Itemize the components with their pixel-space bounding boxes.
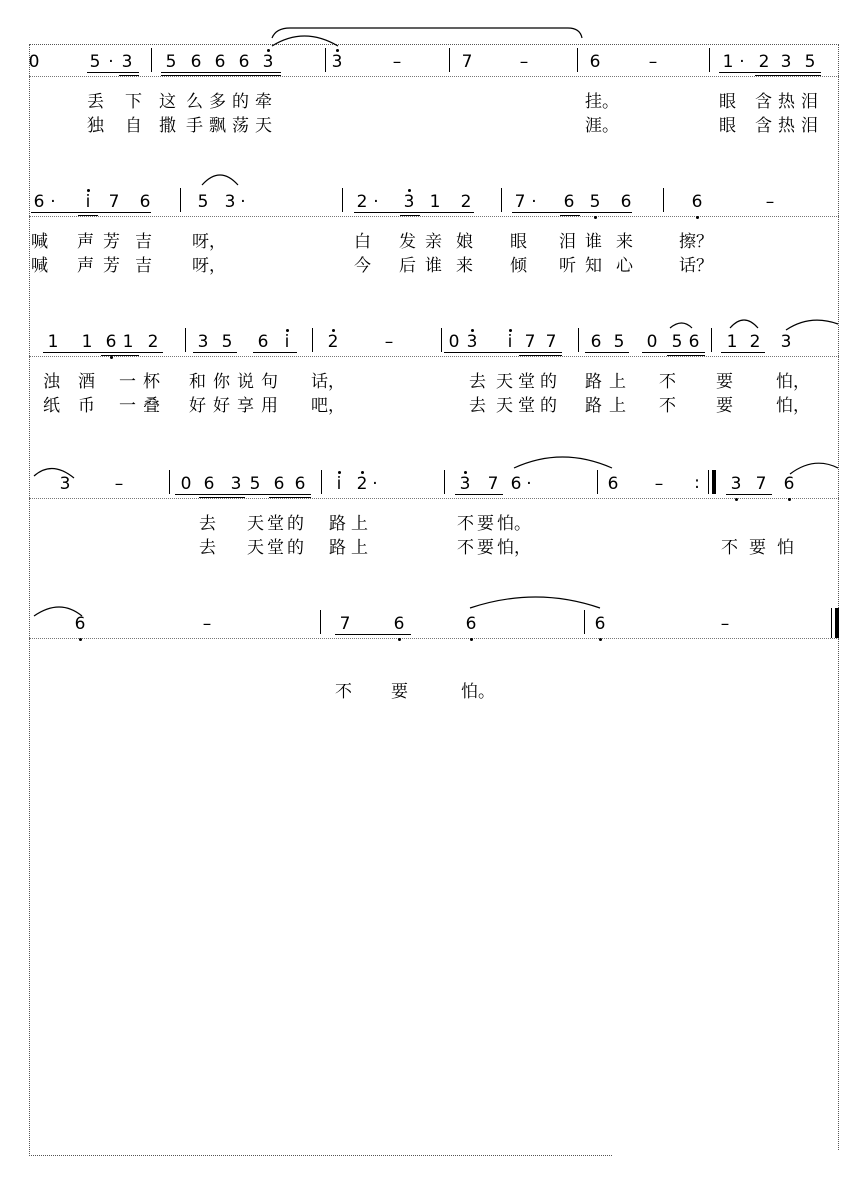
system-divider (29, 76, 839, 77)
barline (663, 188, 664, 212)
lyric: 下 (125, 92, 142, 112)
lyric: 怕。 (497, 514, 531, 534)
dash: – (202, 614, 212, 634)
lyric: 芳 (103, 256, 120, 276)
lyric: 纸 (43, 396, 60, 416)
octave-dot (79, 638, 82, 641)
dash: – (384, 332, 394, 352)
lyric: 一 (119, 396, 136, 416)
lyric: 怕。 (461, 682, 495, 702)
lyric: 杯 (143, 372, 160, 392)
lyric: 天 (496, 396, 513, 416)
note-dot: · (373, 192, 379, 212)
lyric: 喊 (31, 232, 48, 252)
beam (354, 212, 474, 213)
beam (400, 215, 420, 216)
beam (455, 494, 503, 495)
lyric: 热 (778, 92, 795, 112)
lyric: 叠 (143, 396, 160, 416)
beam (101, 355, 139, 356)
tie-arc (786, 320, 838, 330)
note: 1 (81, 332, 93, 352)
tie-arc (790, 463, 838, 474)
note-dot: · (108, 52, 114, 72)
lyric: 酒 (78, 372, 95, 392)
lyric: 要 (391, 682, 408, 702)
barline (441, 328, 442, 352)
beam (512, 212, 632, 213)
beam (78, 215, 98, 216)
repeat-barline (712, 470, 716, 494)
lyric: 不 (659, 396, 676, 416)
note: 3 (262, 52, 274, 72)
lyric: 不 (457, 538, 474, 558)
note: 6 (620, 192, 632, 212)
system-divider (29, 638, 839, 639)
lyric: 涯。 (585, 116, 619, 136)
octave-dot (267, 49, 270, 52)
beam (335, 634, 411, 635)
lyric: 吧， (311, 396, 345, 416)
lyric: 知 (585, 256, 602, 276)
lyric: 上 (609, 372, 626, 392)
lyric: 喊 (31, 256, 48, 276)
tie-arc (202, 175, 238, 185)
octave-dot (408, 189, 411, 192)
note: 5 (589, 192, 601, 212)
note: 6 (563, 192, 575, 212)
lyric: 多 (209, 92, 226, 112)
barline (180, 188, 181, 212)
barline (584, 610, 585, 634)
note: 7 (339, 614, 351, 634)
dash: – (654, 474, 664, 494)
note: 5 (197, 192, 209, 212)
note-dot: · (526, 474, 532, 494)
octave-dot (332, 329, 335, 332)
lyric: 眼 (719, 116, 736, 136)
lyric: 好 (213, 396, 230, 416)
beam (31, 212, 151, 213)
octave-dot (110, 356, 113, 359)
slur-arc (272, 28, 582, 38)
beam (87, 72, 139, 73)
lyric: 含 (755, 116, 772, 136)
note: 3 (780, 332, 792, 352)
note: 5 (249, 474, 261, 494)
lyric: 娘 (456, 232, 473, 252)
lyric: 撒 (159, 116, 176, 136)
dash: – (720, 614, 730, 634)
note: 5 (221, 332, 233, 352)
note: 3 (331, 52, 343, 72)
lyric: 说 (237, 372, 254, 392)
lyric: 不 (457, 514, 474, 534)
note: 3 (780, 52, 792, 72)
beam (721, 352, 765, 353)
note: 1 (47, 332, 59, 352)
beam (161, 75, 281, 76)
lyric: 的 (287, 538, 304, 558)
lyric: 芳 (103, 232, 120, 252)
lyric: 吉 (135, 232, 152, 252)
lyric: 这 (159, 92, 176, 112)
lyric: 的 (287, 514, 304, 534)
lyric: 堂 (518, 396, 535, 416)
note: 3 (459, 474, 471, 494)
lyric: 泪 (801, 92, 818, 112)
note: 2 (758, 52, 770, 72)
lyric: 去 (199, 538, 216, 558)
note: 3 (59, 474, 71, 494)
lyric: 怕， (497, 538, 531, 558)
octave-dot (509, 329, 512, 332)
lyric: 浊 (43, 372, 60, 392)
octave-dot (464, 471, 467, 474)
lyric: 手 (186, 116, 203, 136)
octave-dot (594, 216, 597, 219)
lyric: 声 (77, 256, 94, 276)
note: 5 (165, 52, 177, 72)
octave-dot (696, 216, 699, 219)
beam (161, 72, 281, 73)
note: 3 (230, 474, 242, 494)
lyric: 去 (469, 372, 486, 392)
dash: – (519, 52, 529, 72)
frame-border-top (29, 44, 839, 45)
lyric: 好 (189, 396, 206, 416)
lyric: 要 (477, 514, 494, 534)
lyric: 丢 (87, 92, 104, 112)
barline (342, 188, 343, 212)
lyric: 吉 (135, 256, 152, 276)
barline (185, 328, 186, 352)
lyric: 谁 (425, 256, 442, 276)
lyric: 眼 (510, 232, 527, 252)
note: 2 (460, 192, 472, 212)
beam (43, 352, 163, 353)
note: 6 (139, 192, 151, 212)
dash: – (392, 52, 402, 72)
final-barline (831, 608, 832, 638)
lyric: 热 (778, 116, 795, 136)
system-divider (29, 356, 839, 357)
lyric: 眼 (719, 92, 736, 112)
tie-arc (730, 320, 758, 328)
beam (667, 355, 705, 356)
beam (175, 494, 311, 495)
barline (444, 470, 445, 494)
dash: – (648, 52, 658, 72)
lyric: 不 (335, 682, 352, 702)
lyric: 擦？ (679, 232, 713, 252)
lyric: 要 (477, 538, 494, 558)
note: 2 (356, 192, 368, 212)
note: 6 (257, 332, 269, 352)
lyric: 堂 (267, 514, 284, 534)
note: 6 (33, 192, 45, 212)
lyric: 堂 (518, 372, 535, 392)
lyric: 听 (559, 256, 576, 276)
lyric: 的 (232, 92, 249, 112)
lyric: 要 (716, 372, 733, 392)
barline (708, 470, 709, 494)
note: i (284, 332, 290, 352)
lyric: 不 (721, 538, 738, 558)
octave-dot (87, 189, 90, 192)
system-divider (29, 216, 839, 217)
lyric: 天 (496, 372, 513, 392)
dash: – (765, 192, 775, 212)
lyric: 币 (78, 396, 95, 416)
dash: – (114, 474, 124, 494)
note-dot: · (372, 474, 378, 494)
lyric: 怕， (776, 396, 810, 416)
note: 5 (613, 332, 625, 352)
note: 6 (203, 474, 215, 494)
lyric: 牵 (255, 92, 272, 112)
barline (312, 328, 313, 352)
note-dot: · (50, 192, 56, 212)
note: 0 (448, 332, 460, 352)
note-dot: · (240, 192, 246, 212)
note: 3 (466, 332, 478, 352)
note: 2 (356, 474, 368, 494)
octave-dot (361, 471, 364, 474)
lyric: 来 (456, 256, 473, 276)
note: 6 (783, 474, 795, 494)
lyric: 用 (261, 396, 278, 416)
note: 6 (238, 52, 250, 72)
lyric: 发 (399, 232, 416, 252)
note: 3 (730, 474, 742, 494)
system-divider (29, 498, 839, 499)
beam (119, 75, 139, 76)
slur-arc (470, 597, 600, 608)
beam (269, 497, 311, 498)
final-barline-thick (835, 608, 839, 638)
lyric: 飘 (209, 116, 226, 136)
lyric: 话， (311, 372, 345, 392)
octave-dot (338, 471, 341, 474)
note: 2 (749, 332, 761, 352)
beam (585, 352, 629, 353)
lyric: 去 (469, 396, 486, 416)
lyric: 荡 (232, 116, 249, 136)
note: 6 (691, 192, 703, 212)
lyric: 来 (616, 232, 633, 252)
note: 6 (190, 52, 202, 72)
lyric: 声 (77, 232, 94, 252)
note: 7 (514, 192, 526, 212)
lyric: 天 (247, 538, 264, 558)
barline (169, 470, 170, 494)
lyric: 不 (659, 372, 676, 392)
octave-dot (336, 49, 339, 52)
note: 6 (465, 614, 477, 634)
note: 5 (671, 332, 683, 352)
slur-arc (514, 457, 612, 468)
lyric: 的 (540, 396, 557, 416)
beam (642, 352, 705, 353)
lyric: 要 (749, 538, 766, 558)
lyric: 和 (189, 372, 206, 392)
beam (193, 352, 237, 353)
lyric: 去 (199, 514, 216, 534)
note: 6 (105, 332, 117, 352)
lyric: 挂。 (585, 92, 619, 112)
repeat-sign: : (694, 473, 700, 493)
note: i (336, 474, 342, 494)
barline (501, 188, 502, 212)
lyric: 要 (716, 396, 733, 416)
note-dot: · (739, 52, 745, 72)
barline (320, 610, 321, 634)
lyric: 心 (616, 256, 633, 276)
octave-dot (599, 638, 602, 641)
octave-dot (470, 638, 473, 641)
lyric: 倾 (510, 256, 527, 276)
lyric: 后 (399, 256, 416, 276)
lyric: 路 (329, 514, 346, 534)
note: 7 (108, 192, 120, 212)
lyric: 自 (125, 116, 142, 136)
barline (709, 48, 710, 72)
lyric: 独 (87, 116, 104, 136)
note: i (507, 332, 513, 352)
lyric: 么 (186, 92, 203, 112)
note: 2 (147, 332, 159, 352)
note: 6 (594, 614, 606, 634)
note: 6 (214, 52, 226, 72)
beam (519, 355, 562, 356)
lyric: 谁 (585, 232, 602, 252)
frame-border-bottom (29, 1155, 612, 1156)
lyric: 怕 (777, 538, 794, 558)
octave-dot (471, 329, 474, 332)
lyric: 路 (329, 538, 346, 558)
note: 3 (224, 192, 236, 212)
note: 0 (180, 474, 192, 494)
note: 0 (646, 332, 658, 352)
barline (577, 48, 578, 72)
note: 6 (273, 474, 285, 494)
note: 6 (590, 332, 602, 352)
note: 5 (89, 52, 101, 72)
lyric: 呀， (192, 232, 226, 252)
note: 0 (28, 52, 40, 72)
note: 3 (403, 192, 415, 212)
note: 1 (429, 192, 441, 212)
note: 5 (804, 52, 816, 72)
barline (597, 470, 598, 494)
lyric: 堂 (267, 538, 284, 558)
note: 6 (294, 474, 306, 494)
beam (560, 215, 580, 216)
barline (711, 328, 712, 352)
lyric: 泪 (559, 232, 576, 252)
barline (449, 48, 450, 72)
lyric: 上 (351, 514, 368, 534)
lyric: 路 (585, 372, 602, 392)
lyric: 的 (540, 372, 557, 392)
beam (726, 494, 772, 495)
lyric: 天 (255, 116, 272, 136)
note: 6 (607, 474, 619, 494)
lyric: 怕， (776, 372, 810, 392)
lyric: 上 (351, 538, 368, 558)
note: 6 (393, 614, 405, 634)
barline (151, 48, 152, 72)
note: 1 (726, 332, 738, 352)
lyric: 句 (261, 372, 278, 392)
note: 1 (722, 52, 734, 72)
lyric: 你 (213, 372, 230, 392)
beam (444, 352, 562, 353)
octave-dot (286, 329, 289, 332)
lyric: 路 (585, 396, 602, 416)
lyric: 话？ (679, 256, 713, 276)
octave-dot (788, 498, 791, 501)
note: 1 (122, 332, 134, 352)
note: 7 (524, 332, 536, 352)
lyric: 含 (755, 92, 772, 112)
octave-dot (735, 498, 738, 501)
beam (253, 352, 297, 353)
octave-dot (398, 638, 401, 641)
barline (578, 328, 579, 352)
note: 6 (510, 474, 522, 494)
note: 6 (74, 614, 86, 634)
lyric: 白 (354, 232, 371, 252)
note: 2 (327, 332, 339, 352)
note: 7 (461, 52, 473, 72)
lyric: 今 (354, 256, 371, 276)
note: 7 (755, 474, 767, 494)
lyric: 亲 (425, 232, 442, 252)
lyric: 呀， (192, 256, 226, 276)
note-dot: · (531, 192, 537, 212)
beam (755, 75, 821, 76)
note: 7 (545, 332, 557, 352)
lyric: 泪 (801, 116, 818, 136)
beam (199, 497, 245, 498)
barline (321, 470, 322, 494)
note: 7 (487, 474, 499, 494)
lyric: 享 (237, 396, 254, 416)
beam (719, 72, 821, 73)
frame-border-right (838, 44, 839, 1150)
note: 3 (121, 52, 133, 72)
lyric: 天 (247, 514, 264, 534)
note: 6 (688, 332, 700, 352)
note: 3 (197, 332, 209, 352)
note: 6 (589, 52, 601, 72)
tie-arc (670, 323, 692, 328)
lyric: 上 (609, 396, 626, 416)
note: i (85, 192, 91, 212)
lyric: 一 (119, 372, 136, 392)
